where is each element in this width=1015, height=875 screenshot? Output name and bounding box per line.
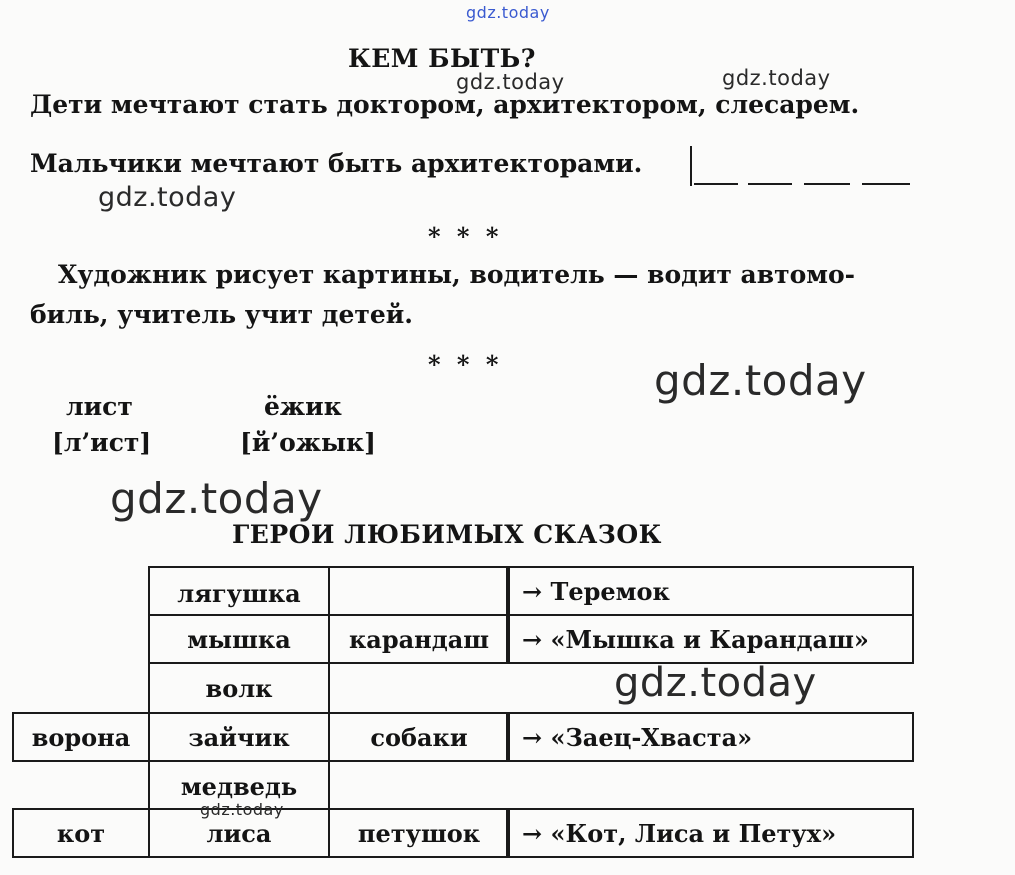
table-cell: волк [205,673,273,703]
table-cell: лиса [148,808,330,858]
text-line: Художник рисует картины, водитель — водит автомо- [58,260,856,289]
watermark: gdz.today [654,356,867,405]
section-title: КЕМ БЫТЬ? [348,44,536,73]
table-cell: медведь [180,771,298,801]
watermark: gdz.today [98,182,237,213]
answer-dash [862,183,910,185]
word: лист [66,392,133,421]
table-cell [328,566,510,616]
table-cell: кот [12,808,150,858]
watermark: gdz.today [110,474,323,523]
transcription: [л’ист] [52,428,152,457]
answer-dash [804,183,850,185]
table-cell: мышка [148,614,330,664]
section-title: ГЕРОИ ЛЮБИМЫХ СКАЗОК [232,520,662,549]
answer-box-bracket [690,146,692,186]
watermark: gdz.today [466,3,550,22]
text-line: Мальчики мечтают быть архитекторами. [30,149,643,178]
text-line: Дети мечтают стать доктором, архитектором, слесарем. [30,90,860,119]
separator-stars: * * * [428,350,503,379]
table-cell: зайчик [148,712,330,762]
table-cell: → «Заец-Хваста» [506,712,914,762]
table-cell: петушок [328,808,510,858]
separator-stars: * * * [428,222,503,251]
transcription: [й’ожык] [240,428,376,457]
table-cell: → «Мышка и Карандаш» [506,614,914,664]
table-cell: → «Кот, Лиса и Петух» [506,808,914,858]
answer-dash [694,183,738,185]
text-line: биль, учитель учит детей. [30,300,414,329]
watermark: gdz.today [614,660,817,706]
watermark: gdz.today [456,70,565,94]
divider [328,662,330,714]
table-cell: лягушка [177,578,301,608]
table-cell: ворона [12,712,150,762]
table-cell: карандаш [328,614,510,664]
watermark: gdz.today [722,66,831,90]
divider [328,760,330,810]
answer-dash [748,183,792,185]
table-cell: собаки [328,712,510,762]
watermark: gdz.today [200,800,284,819]
table-cell: → Теремок [506,566,914,616]
word: ёжик [264,392,342,421]
